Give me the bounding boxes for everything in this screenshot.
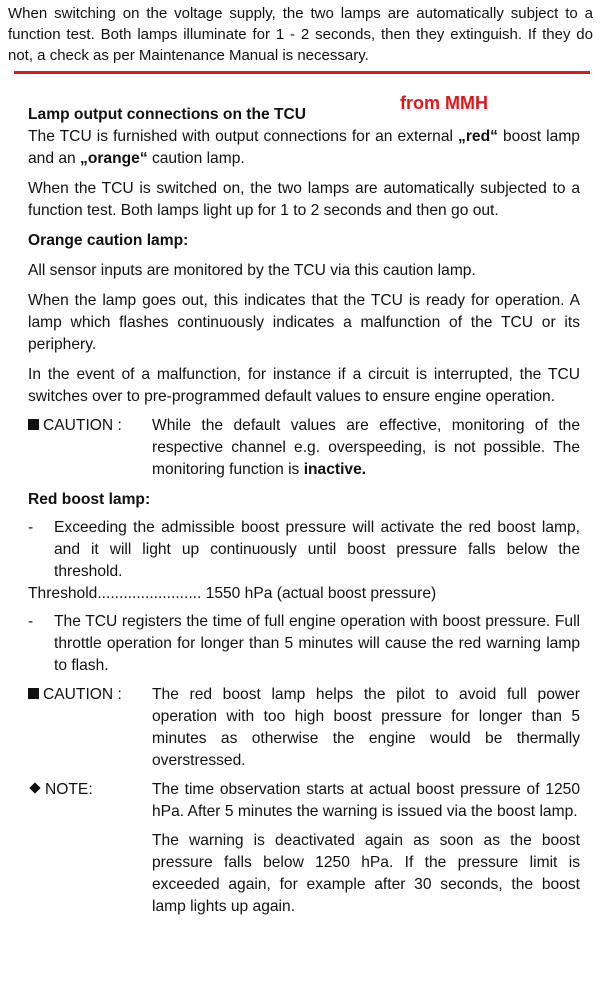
top-excerpt: When switching on the voltage supply, the two lamps are automatically subject to a function test. Both lamps illuminate for 1 - 2 seconds, then they extinguish. If they do not, a check as per Maintenance Manual is necessary. [8, 5, 593, 64]
square-bullet-icon [28, 688, 39, 699]
section-heading-row [28, 93, 580, 126]
red-underline-divider [14, 71, 590, 74]
red-note-continued [28, 830, 580, 918]
orange-lamp-heading: Orange caution lamp: [28, 232, 189, 249]
caution-label: CAUTION : [43, 417, 122, 434]
orange-caution [28, 415, 580, 481]
note-text-1: The time observation starts at actual boost pressure of 1250 hPa. After 5 minutes the warning is issued via the boost lamp. [152, 781, 580, 820]
function-test-paragraph: When the TCU is switched on, the two lamps are automatically subjected to a function test. Both lamps light up for 1 to 2 seconds and then go out. [28, 180, 580, 219]
caution-label: CAUTION : [43, 686, 122, 703]
caution-text: The red boost lamp helps the pilot to avoid full power operation with too high boost pressure for longer than 5 minutes as otherwise the engine would be thermally overstressed. [152, 686, 580, 769]
red-list-item-1: - Exceeding the admissible boost pressure will activate the red boost lamp, and it will light up continuously until boost pressure falls below the threshold. [28, 519, 580, 580]
caution-bold-text: inactive. [303, 461, 367, 478]
source-annotation: from MMH [400, 93, 488, 113]
manual-excerpt [28, 93, 580, 918]
square-bullet-icon [28, 419, 39, 430]
orange-paragraph-1: All sensor inputs are monitored by the TCU via this caution lamp. [28, 262, 476, 279]
red-caution [28, 684, 580, 772]
diamond-bullet-icon [29, 782, 40, 793]
note-label: NOTE: [45, 781, 93, 798]
section-title: Lamp output connections on the TCU [28, 106, 307, 123]
red-lamp-heading: Red boost lamp: [28, 491, 151, 508]
red-note [28, 779, 580, 823]
orange-paragraph-3: In the event of a malfunction, for instance if a circuit is interrupted, the TCU switches over to pre-programmed default values to ensure engine operation. [28, 366, 580, 405]
threshold-line: Threshold........................ 1550 hPa (actual boost pressure) [28, 585, 437, 602]
note-text-2: The warning is deactivated again as soon as the boost pressure falls below 1250 hPa. If the pressure limit is exceeded again, for example after 30 seconds, the boost lamp lights up again. [152, 832, 580, 915]
orange-paragraph-2: When the lamp goes out, this indicates that the TCU is ready for operation. A lamp which flashes continuously indicates a malfunction of the TCU or its periphery. [28, 292, 580, 353]
red-list-item-2: - The TCU registers the time of full engine operation with boost pressure. Full throttle operation for longer than 5 minutes will cause the red warning lamp to flash. [28, 613, 580, 674]
intro-paragraph: The TCU is furnished with output connections for an external „red“ boost lamp and an „orange“ caution lamp. [28, 128, 580, 167]
caution-text: While the default values are effective, monitoring of the respective channel e.g. overspeeding, is not possible. The monitoring function is [152, 417, 580, 478]
